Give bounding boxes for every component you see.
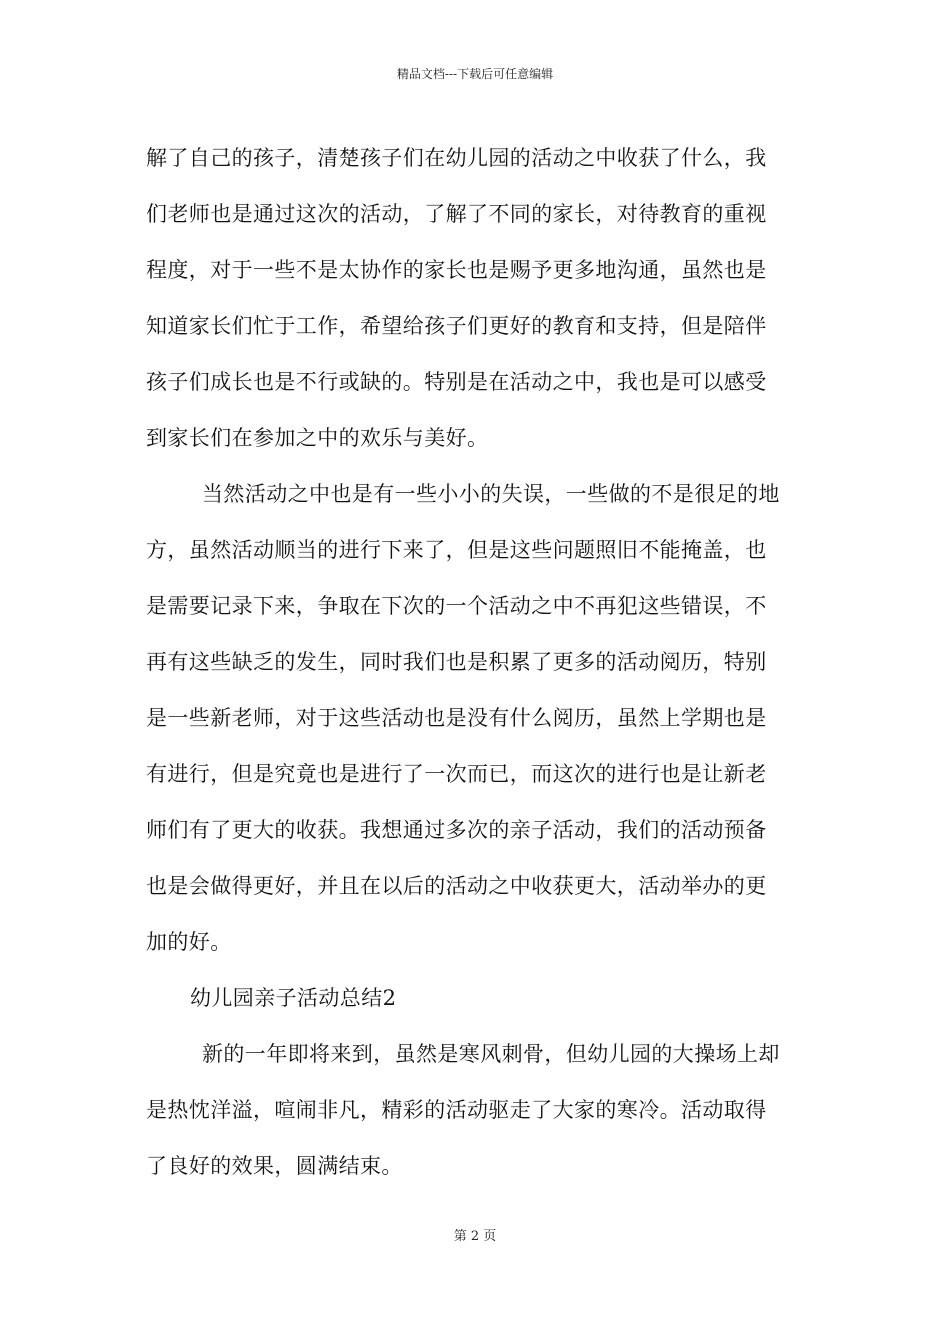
body-line: 有进行，但是究竟也是进行了一次而已，而这次的进行也是让新老	[146, 762, 767, 786]
body-line: 也是会做得更好，并且在以后的活动之中收获更大，活动举办的更	[146, 874, 767, 898]
paragraph-start-line: 新的一年即将来到，虽然是寒风刺骨，但幼儿园的大操场上却	[202, 1042, 780, 1066]
page-header: 精品文档---下载后可任意编辑	[396, 67, 554, 81]
body-line: 师们有了更大的收获。我想通过多次的亲子活动，我们的活动预备	[146, 818, 767, 842]
body-line: 是热忱洋溢，喧闹非凡，精彩的活动驱走了大家的寒冷。活动取得	[146, 1098, 767, 1122]
body-line: 知道家长们忙于工作，希望给孩子们更好的教育和支持，但是陪伴	[146, 314, 767, 338]
body-line: 方，虽然活动顺当的进行下来了，但是这些问题照旧不能掩盖，也	[146, 538, 767, 562]
body-line: 是一些新老师，对于这些活动也是没有什么阅历，虽然上学期也是	[146, 706, 767, 730]
body-line: 们老师也是通过这次的活动，了解了不同的家长，对待教育的重视	[146, 202, 767, 226]
body-line: 了良好的效果，圆满结束。	[146, 1154, 403, 1178]
body-line: 到家长们在参加之中的欢乐与美好。	[146, 426, 489, 450]
body-line: 程度，对于一些不是太协作的家长也是赐予更多地沟通，虽然也是	[146, 258, 767, 282]
page-number: 第 2 页	[453, 1229, 497, 1244]
section-heading: 幼儿园亲子活动总结2	[190, 986, 397, 1010]
document-body	[146, 130, 806, 1194]
body-line: 加的好。	[146, 930, 232, 954]
body-line: 是需要记录下来，争取在下次的一个活动之中不再犯这些错误，不	[146, 594, 767, 618]
body-line: 解了自己的孩子，清楚孩子们在幼儿园的活动之中收获了什么，我	[146, 146, 767, 170]
body-line: 再有这些缺乏的发生，同时我们也是积累了更多的活动阅历，特别	[146, 650, 767, 674]
body-line: 孩子们成长也是不行或缺的。特别是在活动之中，我也是可以感受	[146, 370, 767, 394]
paragraph-start-line: 当然活动之中也是有一些小小的失误，一些做的不是很足的地	[202, 482, 780, 506]
